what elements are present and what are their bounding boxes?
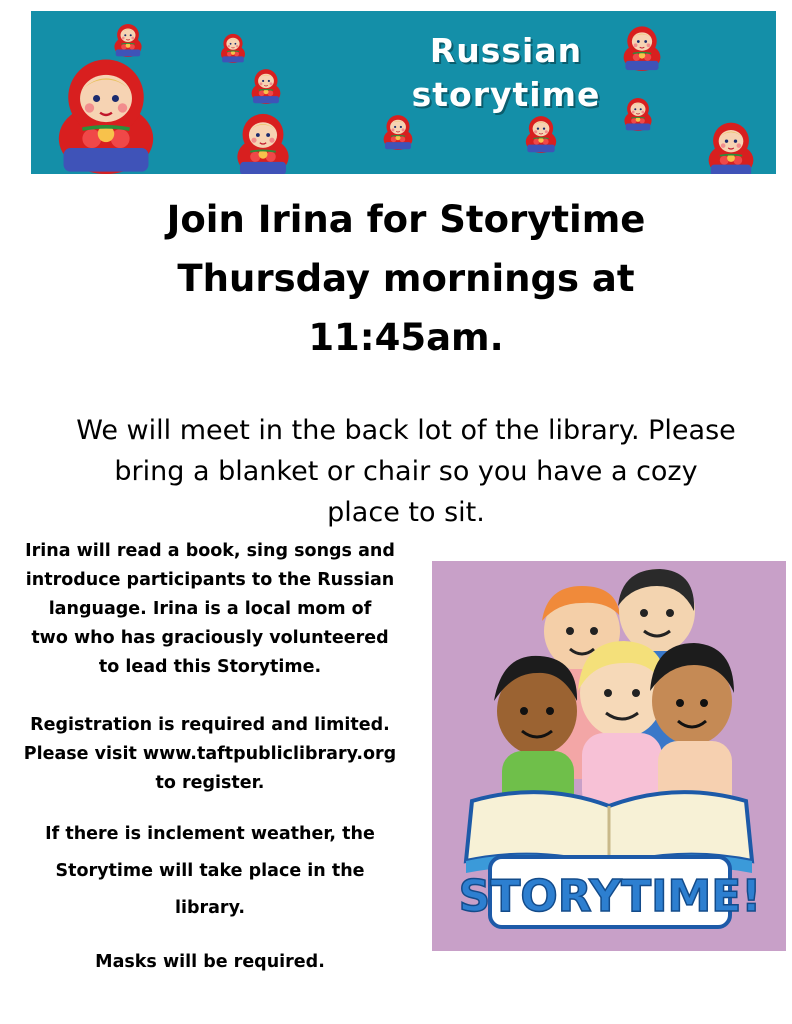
matryoshka-doll-icon — [246, 68, 286, 104]
storytime-label: STORYTIME! — [458, 871, 762, 922]
matryoshka-doll-icon — [228, 112, 298, 174]
matryoshka-doll-icon — [111, 23, 145, 57]
headline-line: Join Irina for Storytime — [166, 198, 646, 241]
intro-line: We will meet in the back lot of the library. Please — [76, 415, 736, 446]
storytime-illustration — [432, 561, 786, 951]
registration-paragraph — [4, 711, 416, 798]
children-reading-illustration — [432, 561, 786, 951]
banner-title-line: storytime — [411, 75, 601, 114]
banner-title — [331, 29, 681, 117]
masks-paragraph: Masks will be required. — [95, 952, 325, 972]
matryoshka-doll-icon — [521, 115, 561, 153]
detail-line: two who has graciously volunteered — [31, 628, 389, 648]
detail-line: Please visit www.taftpubliclibrary.org — [23, 744, 397, 764]
matryoshka-doll-icon — [216, 33, 250, 63]
headline-line: Thursday mornings at — [177, 257, 635, 300]
details-column — [4, 537, 416, 977]
intro-paragraph — [50, 410, 762, 533]
banner — [31, 11, 776, 174]
detail-line: introduce participants to the Russian — [25, 570, 395, 590]
detail-line: Registration is required and limited. — [30, 715, 390, 735]
banner-title-line: Russian — [429, 31, 583, 70]
detail-line: Storytime will take place in the — [55, 861, 365, 881]
matryoshka-doll-icon — [47, 56, 165, 174]
intro-line: place to sit. — [327, 497, 485, 528]
intro-line: bring a blanket or chair so you have a cozy — [114, 456, 698, 487]
headline-line: 11:45am. — [308, 316, 504, 359]
weather-paragraph — [4, 816, 416, 927]
detail-line: Irina will read a book, sing songs and — [25, 541, 395, 561]
detail-line: to register. — [155, 773, 265, 793]
detail-line: If there is inclement weather, the — [45, 824, 375, 844]
matryoshka-doll-icon — [693, 121, 769, 174]
detail-line: language. Irina is a local mom of — [48, 599, 372, 619]
headline — [60, 190, 752, 367]
detail-line: to lead this Storytime. — [98, 657, 322, 677]
matryoshka-doll-icon — [378, 114, 418, 150]
about-irina-paragraph — [4, 537, 416, 682]
detail-line: library. — [174, 898, 246, 918]
